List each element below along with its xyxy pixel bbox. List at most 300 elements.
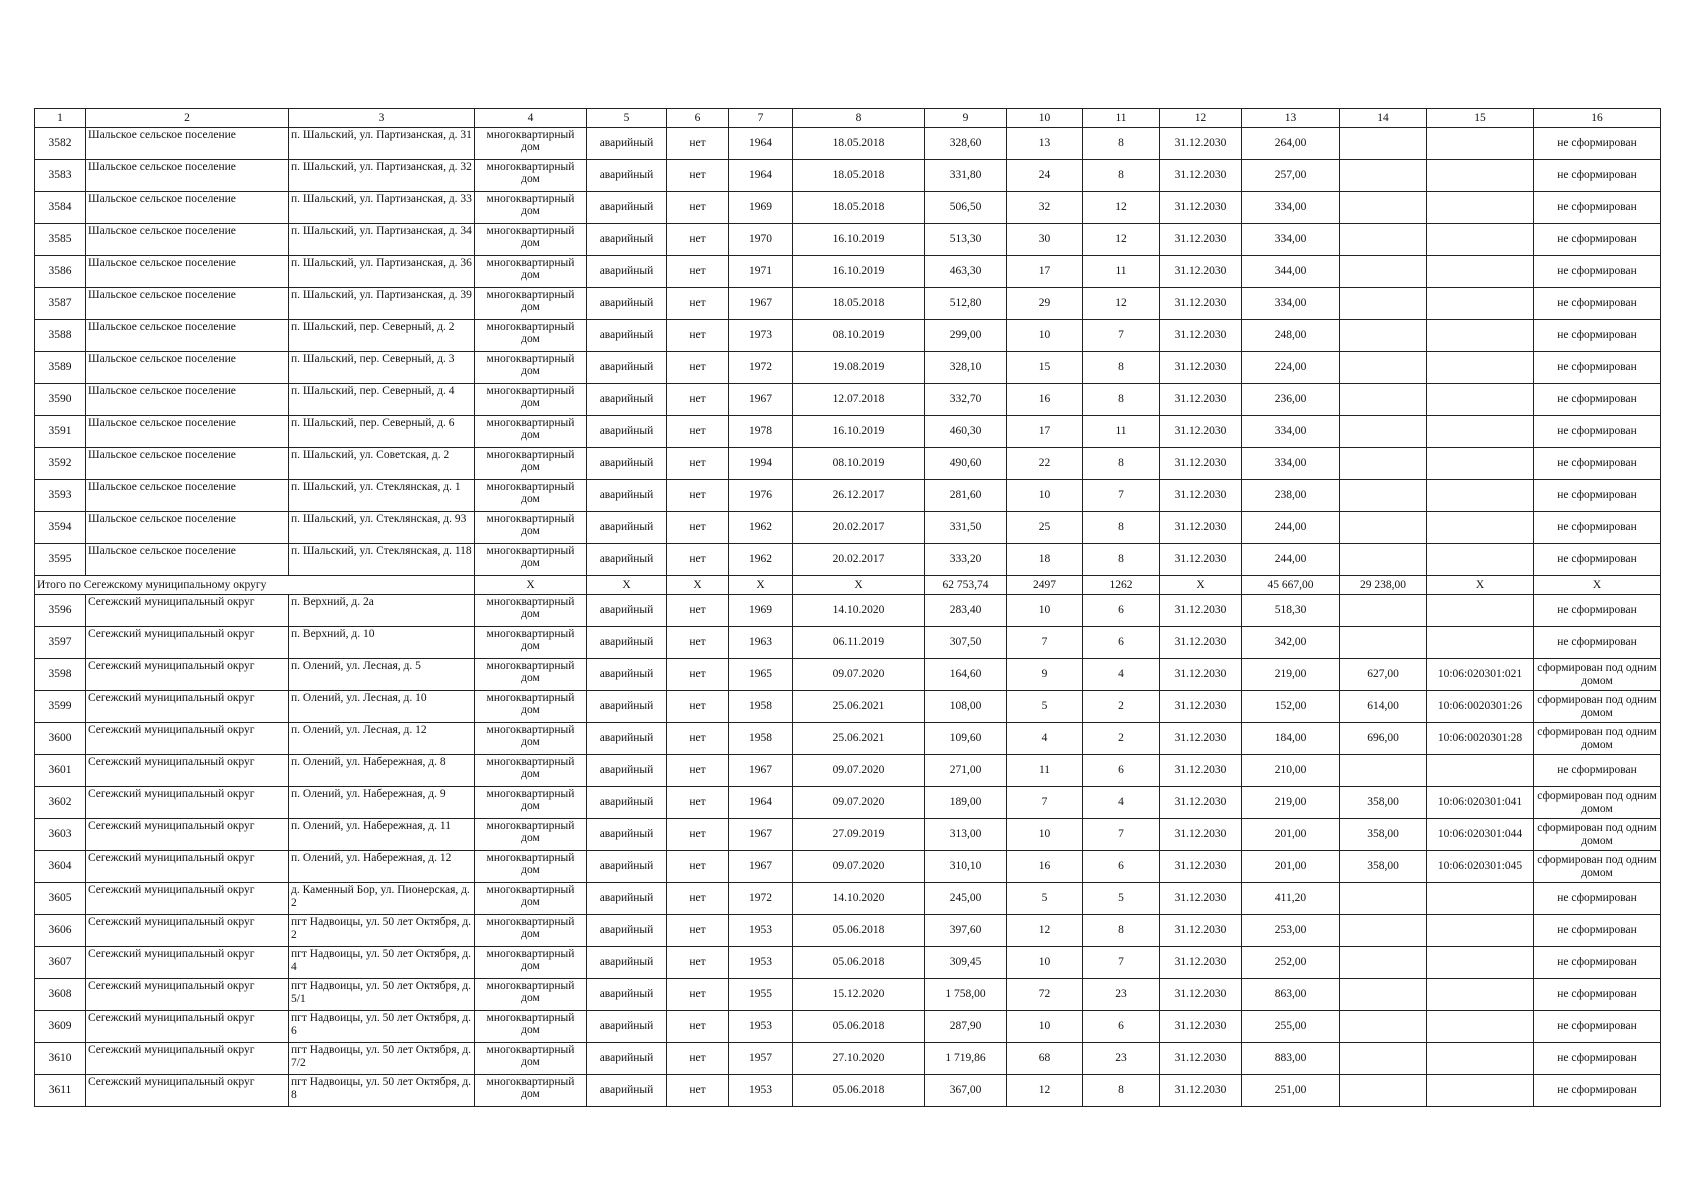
land-area-cell <box>1340 595 1427 627</box>
column-number-6: 6 <box>667 109 729 128</box>
table-row <box>35 480 1661 512</box>
condition-cell: аварийный <box>587 1075 667 1107</box>
table-row <box>35 544 1661 576</box>
residents-cell: 17 <box>1007 416 1083 448</box>
land-area-cell <box>1340 755 1427 787</box>
column-number-9: 9 <box>925 109 1007 128</box>
condition-cell: аварийный <box>587 659 667 691</box>
flag-cell: нет <box>667 883 729 915</box>
amount-cell: 244,00 <box>1242 512 1340 544</box>
address-cell: п. Олений, ул. Набережная, д. 8 <box>289 755 475 787</box>
column-number-16: 16 <box>1534 109 1661 128</box>
column-number-12: 12 <box>1160 109 1242 128</box>
flag-cell: нет <box>667 1043 729 1075</box>
residents-cell: 11 <box>1007 755 1083 787</box>
deadline-cell: 31.12.2030 <box>1160 1043 1242 1075</box>
year-cell: 1978 <box>729 416 793 448</box>
total-cell: 29 238,00 <box>1340 576 1427 595</box>
residents-cell: 5 <box>1007 691 1083 723</box>
table-row <box>35 352 1661 384</box>
condition-cell: аварийный <box>587 544 667 576</box>
area-cell: 513,30 <box>925 224 1007 256</box>
year-cell: 1969 <box>729 192 793 224</box>
area-cell: 310,10 <box>925 851 1007 883</box>
column-number-10: 10 <box>1007 109 1083 128</box>
flag-cell: нет <box>667 416 729 448</box>
amount-cell: 334,00 <box>1242 192 1340 224</box>
area-cell: 512,80 <box>925 288 1007 320</box>
row-number-cell: 3602 <box>35 787 86 819</box>
address-cell: пгт Надвоицы, ул. 50 лет Октября, д. 6 <box>289 1011 475 1043</box>
land-area-cell <box>1340 352 1427 384</box>
column-number-5: 5 <box>587 109 667 128</box>
municipality-cell: Сегежский муниципальный округ <box>86 1011 289 1043</box>
flag-cell: нет <box>667 819 729 851</box>
residents-cell: 10 <box>1007 595 1083 627</box>
table-row <box>35 627 1661 659</box>
apartments-cell: 6 <box>1083 1011 1160 1043</box>
row-number-cell: 3596 <box>35 595 86 627</box>
deadline-cell: 31.12.2030 <box>1160 979 1242 1011</box>
land-area-cell <box>1340 256 1427 288</box>
table-row <box>35 915 1661 947</box>
building-type-cell: многоквартирный дом <box>475 851 587 883</box>
total-cell: 45 667,00 <box>1242 576 1340 595</box>
address-cell: п. Шальский, ул. Партизанская, д. 31 <box>289 128 475 160</box>
land-status-cell: не сформирован <box>1534 1011 1661 1043</box>
municipality-cell: Сегежский муниципальный округ <box>86 979 289 1011</box>
area-cell: 367,00 <box>925 1075 1007 1107</box>
cadastral-number-cell: 10:06:020301:045 <box>1427 851 1534 883</box>
deadline-cell: 31.12.2030 <box>1160 947 1242 979</box>
residents-cell: 17 <box>1007 256 1083 288</box>
address-cell: д. Каменный Бор, ул. Пионерская, д. 2 <box>289 883 475 915</box>
condition-cell: аварийный <box>587 595 667 627</box>
date-cell: 25.06.2021 <box>793 723 925 755</box>
address-cell: п. Олений, ул. Лесная, д. 5 <box>289 659 475 691</box>
land-status-cell: не сформирован <box>1534 384 1661 416</box>
amount-cell: 334,00 <box>1242 224 1340 256</box>
deadline-cell: 31.12.2030 <box>1160 755 1242 787</box>
year-cell: 1958 <box>729 723 793 755</box>
cadastral-number-cell <box>1427 384 1534 416</box>
table-row <box>35 883 1661 915</box>
land-status-cell: не сформирован <box>1534 755 1661 787</box>
residents-cell: 25 <box>1007 512 1083 544</box>
row-number-cell: 3604 <box>35 851 86 883</box>
table-row <box>35 691 1661 723</box>
row-number-cell: 3595 <box>35 544 86 576</box>
cadastral-number-cell <box>1427 480 1534 512</box>
table-row <box>35 224 1661 256</box>
land-status-cell: не сформирован <box>1534 352 1661 384</box>
deadline-cell: 31.12.2030 <box>1160 915 1242 947</box>
row-number-cell: 3601 <box>35 755 86 787</box>
year-cell: 1967 <box>729 851 793 883</box>
apartments-cell: 7 <box>1083 480 1160 512</box>
address-cell: пгт Надвоицы, ул. 50 лет Октября, д. 5/1 <box>289 979 475 1011</box>
amount-cell: 210,00 <box>1242 755 1340 787</box>
condition-cell: аварийный <box>587 352 667 384</box>
residents-cell: 10 <box>1007 947 1083 979</box>
building-type-cell: многоквартирный дом <box>475 979 587 1011</box>
table-row <box>35 787 1661 819</box>
municipality-cell: Сегежский муниципальный округ <box>86 1075 289 1107</box>
date-cell: 14.10.2020 <box>793 883 925 915</box>
deadline-cell: 31.12.2030 <box>1160 627 1242 659</box>
land-area-cell <box>1340 480 1427 512</box>
building-type-cell: многоквартирный дом <box>475 224 587 256</box>
municipality-cell: Шальское сельское поселение <box>86 224 289 256</box>
land-status-cell: не сформирован <box>1534 544 1661 576</box>
year-cell: 1973 <box>729 320 793 352</box>
date-cell: 08.10.2019 <box>793 320 925 352</box>
municipality-cell: Сегежский муниципальный округ <box>86 755 289 787</box>
total-cell: X <box>1427 576 1534 595</box>
deadline-cell: 31.12.2030 <box>1160 787 1242 819</box>
condition-cell: аварийный <box>587 691 667 723</box>
amount-cell: 219,00 <box>1242 787 1340 819</box>
table-row <box>35 851 1661 883</box>
land-status-cell: не сформирован <box>1534 256 1661 288</box>
apartments-cell: 7 <box>1083 819 1160 851</box>
address-cell: п. Шальский, ул. Партизанская, д. 33 <box>289 192 475 224</box>
row-number-cell: 3605 <box>35 883 86 915</box>
table-row <box>35 128 1661 160</box>
date-cell: 27.10.2020 <box>793 1043 925 1075</box>
cadastral-number-cell <box>1427 1075 1534 1107</box>
municipality-cell: Сегежский муниципальный округ <box>86 819 289 851</box>
condition-cell: аварийный <box>587 883 667 915</box>
apartments-cell: 5 <box>1083 883 1160 915</box>
deadline-cell: 31.12.2030 <box>1160 256 1242 288</box>
column-number-8: 8 <box>793 109 925 128</box>
address-cell: п. Олений, ул. Набережная, д. 12 <box>289 851 475 883</box>
date-cell: 20.02.2017 <box>793 544 925 576</box>
address-cell: п. Шальский, ул. Советская, д. 2 <box>289 448 475 480</box>
date-cell: 05.06.2018 <box>793 1075 925 1107</box>
area-cell: 281,60 <box>925 480 1007 512</box>
municipality-cell: Шальское сельское поселение <box>86 128 289 160</box>
date-cell: 26.12.2017 <box>793 480 925 512</box>
land-area-cell: 358,00 <box>1340 851 1427 883</box>
building-type-cell: многоквартирный дом <box>475 480 587 512</box>
building-type-cell: многоквартирный дом <box>475 352 587 384</box>
area-cell: 490,60 <box>925 448 1007 480</box>
area-cell: 506,50 <box>925 192 1007 224</box>
table-row <box>35 416 1661 448</box>
cadastral-number-cell: 10:06:0020301:26 <box>1427 691 1534 723</box>
municipality-cell: Сегежский муниципальный округ <box>86 851 289 883</box>
municipality-cell: Сегежский муниципальный округ <box>86 595 289 627</box>
building-type-cell: многоквартирный дом <box>475 627 587 659</box>
year-cell: 1957 <box>729 1043 793 1075</box>
apartments-cell: 7 <box>1083 320 1160 352</box>
year-cell: 1962 <box>729 512 793 544</box>
apartments-cell: 23 <box>1083 979 1160 1011</box>
municipality-cell: Шальское сельское поселение <box>86 160 289 192</box>
row-number-cell: 3611 <box>35 1075 86 1107</box>
year-cell: 1976 <box>729 480 793 512</box>
deadline-cell: 31.12.2030 <box>1160 691 1242 723</box>
area-cell: 108,00 <box>925 691 1007 723</box>
building-type-cell: многоквартирный дом <box>475 659 587 691</box>
cadastral-number-cell <box>1427 288 1534 320</box>
date-cell: 15.12.2020 <box>793 979 925 1011</box>
land-area-cell <box>1340 288 1427 320</box>
municipality-cell: Сегежский муниципальный округ <box>86 883 289 915</box>
condition-cell: аварийный <box>587 851 667 883</box>
amount-cell: 152,00 <box>1242 691 1340 723</box>
amount-cell: 238,00 <box>1242 480 1340 512</box>
row-number-cell: 3589 <box>35 352 86 384</box>
date-cell: 18.05.2018 <box>793 128 925 160</box>
area-cell: 460,30 <box>925 416 1007 448</box>
date-cell: 09.07.2020 <box>793 659 925 691</box>
apartments-cell: 8 <box>1083 352 1160 384</box>
address-cell: п. Шальский, ул. Партизанская, д. 39 <box>289 288 475 320</box>
column-number-3: 3 <box>289 109 475 128</box>
area-cell: 287,90 <box>925 1011 1007 1043</box>
flag-cell: нет <box>667 627 729 659</box>
row-number-cell: 3598 <box>35 659 86 691</box>
column-number-13: 13 <box>1242 109 1340 128</box>
municipality-cell: Шальское сельское поселение <box>86 384 289 416</box>
land-area-cell <box>1340 979 1427 1011</box>
year-cell: 1971 <box>729 256 793 288</box>
total-row <box>35 576 1661 595</box>
address-cell: п. Шальский, ул. Партизанская, д. 32 <box>289 160 475 192</box>
table-row <box>35 320 1661 352</box>
table-row <box>35 448 1661 480</box>
land-area-cell <box>1340 384 1427 416</box>
year-cell: 1964 <box>729 160 793 192</box>
flag-cell: нет <box>667 384 729 416</box>
date-cell: 05.06.2018 <box>793 947 925 979</box>
year-cell: 1962 <box>729 544 793 576</box>
residents-cell: 18 <box>1007 544 1083 576</box>
cadastral-number-cell <box>1427 755 1534 787</box>
address-cell: п. Олений, ул. Набережная, д. 11 <box>289 819 475 851</box>
cadastral-number-cell <box>1427 947 1534 979</box>
land-status-cell: не сформирован <box>1534 512 1661 544</box>
table-row <box>35 288 1661 320</box>
residents-cell: 4 <box>1007 723 1083 755</box>
flag-cell: нет <box>667 1011 729 1043</box>
address-cell: пгт Надвоицы, ул. 50 лет Октября, д. 2 <box>289 915 475 947</box>
building-type-cell: многоквартирный дом <box>475 595 587 627</box>
address-cell: пгт Надвоицы, ул. 50 лет Октября, д. 7/2 <box>289 1043 475 1075</box>
cadastral-number-cell <box>1427 128 1534 160</box>
year-cell: 1967 <box>729 819 793 851</box>
land-status-cell: не сформирован <box>1534 192 1661 224</box>
deadline-cell: 31.12.2030 <box>1160 851 1242 883</box>
year-cell: 1964 <box>729 787 793 819</box>
residents-cell: 7 <box>1007 787 1083 819</box>
apartments-cell: 8 <box>1083 384 1160 416</box>
municipality-cell: Шальское сельское поселение <box>86 480 289 512</box>
area-cell: 332,70 <box>925 384 1007 416</box>
municipality-cell: Сегежский муниципальный округ <box>86 787 289 819</box>
row-number-cell: 3592 <box>35 448 86 480</box>
apartments-cell: 2 <box>1083 723 1160 755</box>
year-cell: 1969 <box>729 595 793 627</box>
total-cell: X <box>475 576 587 595</box>
residents-cell: 13 <box>1007 128 1083 160</box>
amount-cell: 344,00 <box>1242 256 1340 288</box>
amount-cell: 257,00 <box>1242 160 1340 192</box>
amount-cell: 264,00 <box>1242 128 1340 160</box>
table-row <box>35 256 1661 288</box>
area-cell: 463,30 <box>925 256 1007 288</box>
total-label: Итого по Сегежскому муниципальному округу <box>35 576 475 595</box>
municipality-cell: Сегежский муниципальный округ <box>86 659 289 691</box>
address-cell: п. Верхний, д. 2а <box>289 595 475 627</box>
condition-cell: аварийный <box>587 416 667 448</box>
column-number-2: 2 <box>86 109 289 128</box>
row-number-cell: 3599 <box>35 691 86 723</box>
table-row <box>35 947 1661 979</box>
condition-cell: аварийный <box>587 320 667 352</box>
cadastral-number-cell <box>1427 1043 1534 1075</box>
flag-cell: нет <box>667 787 729 819</box>
amount-cell: 334,00 <box>1242 416 1340 448</box>
row-number-cell: 3583 <box>35 160 86 192</box>
address-cell: п. Шальский, пер. Северный, д. 3 <box>289 352 475 384</box>
amount-cell: 184,00 <box>1242 723 1340 755</box>
table-row <box>35 595 1661 627</box>
total-cell: X <box>729 576 793 595</box>
date-cell: 18.05.2018 <box>793 192 925 224</box>
address-cell: п. Олений, ул. Лесная, д. 10 <box>289 691 475 723</box>
year-cell: 1967 <box>729 288 793 320</box>
area-cell: 1 719,86 <box>925 1043 1007 1075</box>
area-cell: 333,20 <box>925 544 1007 576</box>
residents-cell: 12 <box>1007 1075 1083 1107</box>
apartments-cell: 11 <box>1083 416 1160 448</box>
land-area-cell <box>1340 128 1427 160</box>
total-cell: X <box>587 576 667 595</box>
land-status-cell: сформирован под одним домом <box>1534 691 1661 723</box>
deadline-cell: 31.12.2030 <box>1160 659 1242 691</box>
table-row <box>35 819 1661 851</box>
building-type-cell: многоквартирный дом <box>475 691 587 723</box>
address-cell: п. Шальский, ул. Стеклянская, д. 118 <box>289 544 475 576</box>
residents-cell: 10 <box>1007 819 1083 851</box>
land-status-cell: не сформирован <box>1534 1043 1661 1075</box>
municipality-cell: Сегежский муниципальный округ <box>86 1043 289 1075</box>
address-cell: п. Шальский, пер. Северный, д. 6 <box>289 416 475 448</box>
deadline-cell: 31.12.2030 <box>1160 384 1242 416</box>
flag-cell: нет <box>667 947 729 979</box>
cadastral-number-cell <box>1427 416 1534 448</box>
area-cell: 313,00 <box>925 819 1007 851</box>
address-cell: п. Олений, ул. Набережная, д. 9 <box>289 787 475 819</box>
row-number-cell: 3584 <box>35 192 86 224</box>
apartments-cell: 6 <box>1083 595 1160 627</box>
date-cell: 27.09.2019 <box>793 819 925 851</box>
deadline-cell: 31.12.2030 <box>1160 480 1242 512</box>
building-type-cell: многоквартирный дом <box>475 384 587 416</box>
building-type-cell: многоквартирный дом <box>475 787 587 819</box>
date-cell: 18.05.2018 <box>793 288 925 320</box>
building-type-cell: многоквартирный дом <box>475 723 587 755</box>
cadastral-number-cell <box>1427 627 1534 659</box>
condition-cell: аварийный <box>587 512 667 544</box>
building-type-cell: многоквартирный дом <box>475 544 587 576</box>
address-cell: п. Олений, ул. Лесная, д. 12 <box>289 723 475 755</box>
apartments-cell: 8 <box>1083 160 1160 192</box>
amount-cell: 253,00 <box>1242 915 1340 947</box>
cadastral-number-cell <box>1427 915 1534 947</box>
land-area-cell <box>1340 448 1427 480</box>
date-cell: 06.11.2019 <box>793 627 925 659</box>
row-number-cell: 3590 <box>35 384 86 416</box>
address-cell: п. Верхний, д. 10 <box>289 627 475 659</box>
apartments-cell: 6 <box>1083 851 1160 883</box>
area-cell: 299,00 <box>925 320 1007 352</box>
building-type-cell: многоквартирный дом <box>475 192 587 224</box>
land-area-cell <box>1340 320 1427 352</box>
land-area-cell <box>1340 1075 1427 1107</box>
area-cell: 331,80 <box>925 160 1007 192</box>
cadastral-number-cell: 10:06:020301:044 <box>1427 819 1534 851</box>
row-number-cell: 3587 <box>35 288 86 320</box>
cadastral-number-cell <box>1427 1011 1534 1043</box>
municipality-cell: Сегежский муниципальный округ <box>86 691 289 723</box>
municipality-cell: Шальское сельское поселение <box>86 448 289 480</box>
land-area-cell <box>1340 627 1427 659</box>
area-cell: 164,60 <box>925 659 1007 691</box>
residents-cell: 5 <box>1007 883 1083 915</box>
flag-cell: нет <box>667 448 729 480</box>
row-number-cell: 3609 <box>35 1011 86 1043</box>
land-status-cell: сформирован под одним домом <box>1534 787 1661 819</box>
residents-cell: 16 <box>1007 384 1083 416</box>
column-number-row <box>35 109 1661 128</box>
land-status-cell: не сформирован <box>1534 128 1661 160</box>
year-cell: 1953 <box>729 1011 793 1043</box>
building-type-cell: многоквартирный дом <box>475 915 587 947</box>
building-type-cell: многоквартирный дом <box>475 883 587 915</box>
total-cell: X <box>1160 576 1242 595</box>
land-area-cell <box>1340 1011 1427 1043</box>
apartments-cell: 8 <box>1083 512 1160 544</box>
municipality-cell: Сегежский муниципальный округ <box>86 723 289 755</box>
amount-cell: 342,00 <box>1242 627 1340 659</box>
amount-cell: 224,00 <box>1242 352 1340 384</box>
year-cell: 1972 <box>729 352 793 384</box>
condition-cell: аварийный <box>587 947 667 979</box>
amount-cell: 883,00 <box>1242 1043 1340 1075</box>
apartments-cell: 8 <box>1083 544 1160 576</box>
row-number-cell: 3588 <box>35 320 86 352</box>
cadastral-number-cell <box>1427 595 1534 627</box>
total-cell: X <box>667 576 729 595</box>
condition-cell: аварийный <box>587 384 667 416</box>
address-cell: пгт Надвоицы, ул. 50 лет Октября, д. 4 <box>289 947 475 979</box>
area-cell: 328,10 <box>925 352 1007 384</box>
municipality-cell: Шальское сельское поселение <box>86 512 289 544</box>
flag-cell: нет <box>667 979 729 1011</box>
residents-cell: 12 <box>1007 915 1083 947</box>
condition-cell: аварийный <box>587 448 667 480</box>
municipality-cell: Шальское сельское поселение <box>86 352 289 384</box>
land-area-cell <box>1340 915 1427 947</box>
area-cell: 1 758,00 <box>925 979 1007 1011</box>
amount-cell: 255,00 <box>1242 1011 1340 1043</box>
year-cell: 1953 <box>729 915 793 947</box>
